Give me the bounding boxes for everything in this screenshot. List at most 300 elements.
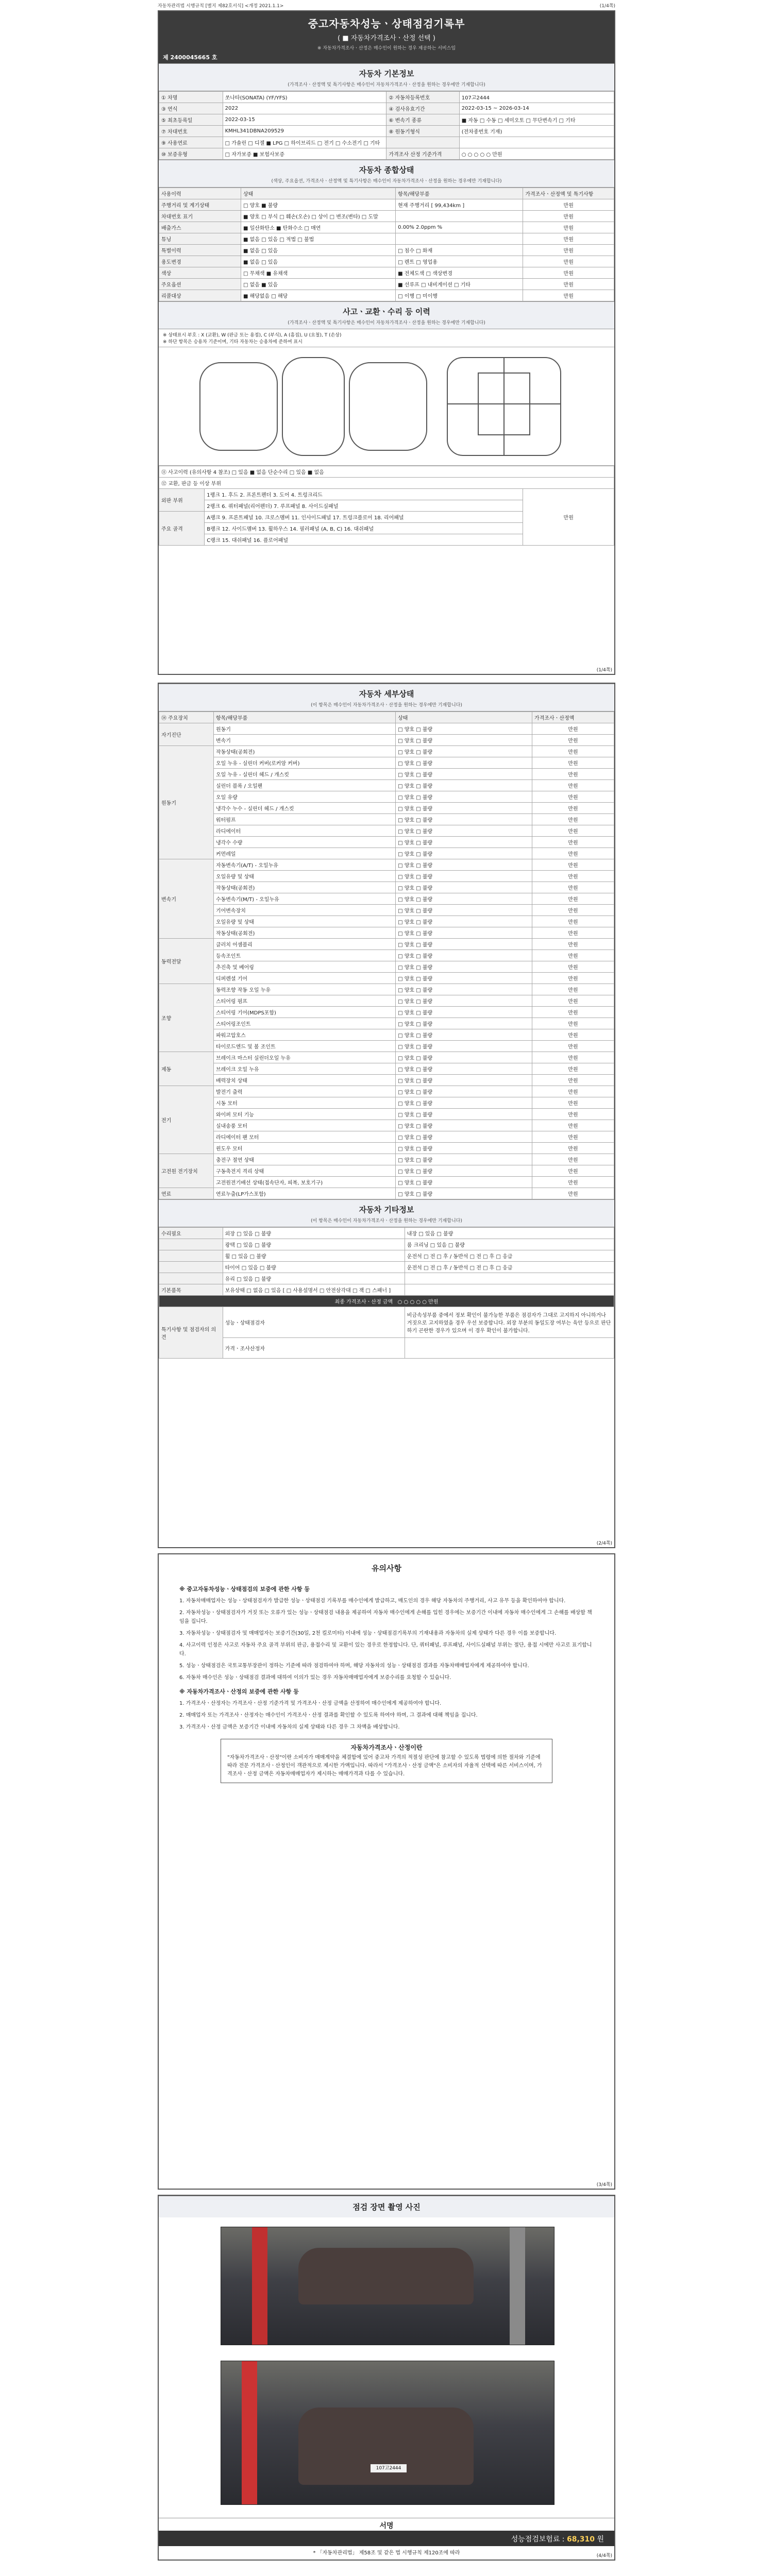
detail-state: □ 양호 □ 불량	[396, 905, 532, 916]
accident-table	[159, 466, 614, 546]
other-key	[159, 1250, 223, 1262]
detail-group: 조향	[159, 984, 214, 1052]
summary-item: 리콜대상	[159, 290, 241, 301]
basic-key-2: ⑥ 변속기 종류	[386, 114, 459, 126]
detail-state: □ 양호 □ 불량	[396, 882, 532, 893]
summary-price: 만원	[523, 279, 614, 290]
accident-legend-2: ※ 하단 항목은 승용차 기준이며, 기타 자동차는 승용차에 준하여 표시	[163, 340, 303, 345]
detail-item: 클러치 어셈블리	[213, 939, 395, 950]
detail-item: 오일 누유 - 실린더 헤드 / 개스킷	[213, 769, 395, 780]
basic-key: ⑨ 사용연료	[159, 137, 223, 148]
other-value-a: 유리 □ 있음 □ 불량	[223, 1273, 405, 1284]
detail-row	[159, 791, 614, 803]
basic-value-2: ■ 자동 □ 수동 □ 세미오토 □ 무단변속기 □ 기타	[459, 114, 614, 126]
detail-item: 커먼레일	[213, 848, 395, 859]
detail-row	[159, 916, 614, 927]
detail-row	[159, 859, 614, 871]
detail-price: 만원	[532, 893, 614, 905]
photos-title: 점검 장면 촬영 사진	[159, 2196, 614, 2217]
license-plate: 107고2444	[371, 2464, 407, 2472]
detail-row	[159, 871, 614, 882]
detail-price: 만원	[532, 1041, 614, 1052]
car-underside	[298, 2248, 474, 2304]
summary-state: ■ 없음 □ 있음	[241, 245, 395, 256]
detail-item: 연료누출(LP가스포함)	[213, 1188, 395, 1199]
basic-row	[159, 103, 614, 114]
detail-item: 오일 누유 - 실린더 커버(로커암 커버)	[213, 757, 395, 769]
detail-item: 고전원전기배선 상태(접속단자, 피복, 보호기구)	[213, 1177, 395, 1188]
final-price-row	[159, 1296, 614, 1307]
detail-section-title: 자동차 세부상태	[159, 684, 614, 700]
detail-row	[159, 950, 614, 961]
other-row	[159, 1250, 614, 1262]
fee-unit: 원	[597, 2535, 604, 2544]
detail-row	[159, 961, 614, 973]
note-sub-inspector: 성능ㆍ상태점검자	[223, 1307, 405, 1338]
detail-state: □ 양호 □ 불량	[396, 950, 532, 961]
detail-item: 수동변속기(M/T) - 오일누유	[213, 893, 395, 905]
note-text: 비금속성부품 중에서 정보 확인이 불가능한 부품은 점검자가 그대로 고지하지 아니하거나 거짓으로 고지하였을 경우 우선 보증합니다. 외장 부분의 동일도장 여부는 육안 등으로 판단하기 곤란한 경우가 있으며 이 경우 확인이 불가합니다.	[405, 1307, 614, 1338]
detail-row	[159, 1120, 614, 1131]
detail-row	[159, 1029, 614, 1041]
summary-section-sub: (색상, 주요옵션, 가격조사ㆍ산정액 및 특기사항은 매수인이 자동차가격조사ㆍ산정을 원하는 경우에만 기재합니다)	[159, 176, 614, 188]
detail-state: □ 양호 □ 불량	[396, 780, 532, 791]
detail-state: □ 양호 □ 불량	[396, 1063, 532, 1075]
other-value-b	[405, 1284, 614, 1296]
detail-state: □ 양호 □ 불량	[396, 1007, 532, 1018]
summary-state: ■ 없음 □ 있음	[241, 256, 395, 267]
sheet-detail	[158, 683, 615, 1548]
detail-price: 만원	[532, 1086, 614, 1097]
detail-state: □ 양호 □ 불량	[396, 769, 532, 780]
other-value-b: 운전석 □ 전 □ 후 / 동반석 □ 전 □ 후 □ 응급	[405, 1262, 614, 1273]
detail-group: 원동기	[159, 746, 214, 859]
detail-row	[159, 984, 614, 995]
detail-item: 작동상태(공회전)	[213, 746, 395, 757]
summary-detail: □ 침수 □ 화재	[396, 245, 523, 256]
detail-price: 만원	[532, 995, 614, 1007]
summary-item: 주행거리 및 계기상태	[159, 199, 241, 211]
notice-paragraph: 2. 매매업자 또는 가격조사ㆍ산정자는 매수인이 가격조사ㆍ산정 결과를 확인할 수 있도록 하여야 하며, 그 결과에 대해 책임을 집니다.	[179, 1713, 478, 1718]
page-number-3: (3/4쪽)	[596, 2182, 612, 2188]
summary-head-price: 가격조사ㆍ산정액 및 특기사항	[523, 188, 614, 199]
detail-state: □ 양호 □ 불량	[396, 1177, 532, 1188]
form-subtitle: ( ■ 자동차가격조사ㆍ산정 선택 )	[338, 35, 435, 42]
other-key: 기본품목	[159, 1284, 223, 1296]
note-appraiser-text	[405, 1338, 614, 1359]
summary-price: 만원	[523, 256, 614, 267]
detail-price: 만원	[532, 871, 614, 882]
detail-item: 윈도우 모터	[213, 1143, 395, 1154]
detail-price: 만원	[532, 746, 614, 757]
detail-price: 만원	[532, 1052, 614, 1063]
basic-value: 2022	[223, 103, 386, 114]
detail-row	[159, 769, 614, 780]
basic-value-2	[459, 137, 614, 148]
detail-item: 타이로드엔드 및 볼 조인트	[213, 1041, 395, 1052]
summary-row	[159, 233, 614, 245]
detail-price: 만원	[532, 837, 614, 848]
summary-state: □ 무채색 ■ 유채색	[241, 267, 395, 279]
fee-value: 68,310	[566, 2535, 595, 2544]
detail-row	[159, 1143, 614, 1154]
form-number: 제 2400045665 호	[163, 54, 217, 61]
detail-price: 만원	[532, 1007, 614, 1018]
detail-price: 만원	[532, 791, 614, 803]
detail-price: 만원	[532, 848, 614, 859]
basic-value: KMHL341DBNA209529	[223, 126, 386, 137]
detail-row	[159, 1018, 614, 1029]
detail-row	[159, 927, 614, 939]
other-key: 수리필요	[159, 1228, 223, 1239]
detail-row	[159, 1109, 614, 1120]
detail-state: □ 양호 □ 불량	[396, 973, 532, 984]
basic-key: ③ 연식	[159, 103, 223, 114]
detail-item: 스티어링 기어(MDPS포함)	[213, 1007, 395, 1018]
detail-item: 작동상태(공회전)	[213, 927, 395, 939]
detail-state: □ 양호 □ 불량	[396, 939, 532, 950]
other-row	[159, 1228, 614, 1239]
basic-table	[159, 91, 614, 160]
detail-state: □ 양호 □ 불량	[396, 1154, 532, 1165]
detail-state: □ 양호 □ 불량	[396, 746, 532, 757]
detail-state: □ 양호 □ 불량	[396, 916, 532, 927]
detail-price: 만원	[532, 882, 614, 893]
detail-row	[159, 1052, 614, 1063]
other-value-a: 광택 □ 있음 □ 불량	[223, 1239, 405, 1250]
detail-row	[159, 1041, 614, 1052]
detail-item: 와이퍼 모터 기능	[213, 1109, 395, 1120]
detail-item: 워터펌프	[213, 814, 395, 825]
detail-row	[159, 973, 614, 984]
inspection-photo-1	[221, 2227, 554, 2345]
detail-row	[159, 803, 614, 814]
basic-value-2: 2022-03-15 ~ 2026-03-14	[459, 103, 614, 114]
summary-price: 만원	[523, 222, 614, 233]
detail-row	[159, 1007, 614, 1018]
accident-row-1: ⑪ 사고이력 (유의사항 4 참조) □ 있음 ■ 없음 단순수리 □ 있음 ■ 없음	[159, 466, 614, 478]
detail-item: 원동기	[213, 723, 395, 735]
lift-post	[510, 2227, 525, 2345]
detail-item: 오일 유량	[213, 791, 395, 803]
outer-label: 외판 부위	[159, 489, 205, 512]
summary-head-detail: 항목/해당부품	[396, 188, 523, 199]
detail-item: 작동상태(공회전)	[213, 882, 395, 893]
detail-item: 충전구 절연 상태	[213, 1154, 395, 1165]
detail-state: □ 양호 □ 불량	[396, 927, 532, 939]
detail-state: □ 양호 □ 불량	[396, 1143, 532, 1154]
detail-state: □ 양호 □ 불량	[396, 1188, 532, 1199]
detail-item: 자동변속기(A/T) - 오일누유	[213, 859, 395, 871]
detail-head-device: ⑭ 주요장치	[159, 712, 214, 723]
accident-row-2: ⑫ 교환, 판금 등 이상 부위	[159, 478, 614, 489]
detail-item: 추진축 및 베어링	[213, 961, 395, 973]
detail-state: □ 양호 □ 불량	[396, 1075, 532, 1086]
other-value-b	[405, 1273, 614, 1284]
inspection-photo-2	[221, 2361, 554, 2505]
detail-state: □ 양호 □ 불량	[396, 1165, 532, 1177]
detail-state: □ 양호 □ 불량	[396, 961, 532, 973]
summary-item: 차대번호 표기	[159, 211, 241, 222]
other-key	[159, 1262, 223, 1273]
detail-item: 파워고압호스	[213, 1029, 395, 1041]
detail-item: 배력장치 상태	[213, 1075, 395, 1086]
detail-group: 제동	[159, 1052, 214, 1086]
accident-legend-1: ※ 상태표시 부호 : X (교환), W (판금 또는 용접), C (부식), A (흠집), U (요철), T (손상)	[163, 333, 342, 338]
detail-row	[159, 995, 614, 1007]
basic-key-2: ④ 검사유효기간	[386, 103, 459, 114]
detail-group: 전기	[159, 1086, 214, 1154]
detail-row	[159, 735, 614, 746]
detail-row	[159, 1188, 614, 1199]
summary-detail: ■ 선루프 □ 내비게이션 □ 기타	[396, 279, 523, 290]
summary-row	[159, 267, 614, 279]
summary-table	[159, 188, 614, 301]
basic-row	[159, 92, 614, 103]
detail-item: 오일유량 및 상태	[213, 871, 395, 882]
other-row	[159, 1284, 614, 1296]
summary-state: □ 없음 ■ 있음	[241, 279, 395, 290]
detail-state: □ 양호 □ 불량	[396, 1086, 532, 1097]
notice-paragraph: 1. 가격조사ㆍ산정자는 가격조사ㆍ산정 기준가격 및 가격조사ㆍ산정 금액을 산정하여 매수인에게 제공하여야 합니다.	[179, 1701, 442, 1706]
page-number-4: (4/4쪽)	[596, 2553, 612, 2558]
notice-paragraph: 5. 성능ㆍ상태점검은 국토교통부장관이 정하는 기준에 따라 점검하여야 하며, 해당 자동차의 성능ㆍ상태점검 결과를 자동차매매업자에게 제공하여야 합니다.	[179, 1663, 529, 1669]
detail-item: 디퍼렌셜 기어	[213, 973, 395, 984]
car-outline-right	[349, 363, 427, 450]
basic-key: ⑦ 차대번호	[159, 126, 223, 137]
detail-row	[159, 757, 614, 769]
detail-price: 만원	[532, 1075, 614, 1086]
detail-section-sub: (이 항목은 매수인이 자동차가격조사ㆍ산정을 원하는 경우에만 기재합니다)	[159, 700, 614, 711]
summary-detail: □ 렌트 □ 영업용	[396, 256, 523, 267]
summary-price: 만원	[523, 233, 614, 245]
detail-price: 만원	[532, 1143, 614, 1154]
detail-row	[159, 893, 614, 905]
car-outline-left	[200, 363, 277, 450]
detail-row	[159, 848, 614, 859]
detail-state: □ 양호 □ 불량	[396, 1097, 532, 1109]
basic-value-2: 107고2444	[459, 92, 614, 103]
other-row	[159, 1239, 614, 1250]
detail-item: 시동 모터	[213, 1097, 395, 1109]
notice-paragraph: 6. 자동차 매수인은 성능ㆍ상태점검 결과에 대하여 이의가 있는 경우 자동차매매업자에게 보증수리를 요청할 수 있습니다.	[179, 1675, 451, 1681]
summary-head-item: 사용이력	[159, 188, 241, 199]
detail-price: 만원	[532, 927, 614, 939]
detail-item: 변속기	[213, 735, 395, 746]
detail-state: □ 양호 □ 불량	[396, 803, 532, 814]
other-value-a: 보유상태 □ 없음 □ 있음 [ □ 사용설명서 □ 안전삼각대 □ 잭 □ 스패너 ]	[223, 1284, 405, 1296]
fee-label: 성능점검보험료 :	[511, 2535, 565, 2544]
detail-state: □ 양호 □ 불량	[396, 1131, 532, 1143]
detail-item: 스티어링조인트	[213, 1018, 395, 1029]
summary-row	[159, 211, 614, 222]
other-value-a: 타이어 □ 있음 □ 불량	[223, 1262, 405, 1273]
detail-group: 고전원 전기장치	[159, 1154, 214, 1188]
sheet-photos	[158, 2195, 615, 2561]
form-reference: 자동차관리법 시행규칙 [별지 제82호서식] <개정 2021.1.1>	[158, 4, 284, 9]
lift-post	[242, 2361, 257, 2505]
detail-row	[159, 1177, 614, 1188]
detail-row	[159, 814, 614, 825]
notice-paragraph: 1. 자동차매매업자는 성능ㆍ상태점검자가 발급한 성능ㆍ상태점검 기록부를 매수인에게 발급하고, 매도인의 경우 해당 자동차의 주행거리, 사고 유무 등을 확인하여야 합니다.	[179, 1598, 566, 1604]
detail-row	[159, 1131, 614, 1143]
car-rear	[298, 2408, 474, 2485]
detail-price: 만원	[532, 769, 614, 780]
detail-state: □ 양호 □ 불량	[396, 871, 532, 882]
other-section-sub: (이 항목은 매수인이 자동차가격조사ㆍ산정을 원하는 경우에만 기재합니다)	[159, 1216, 614, 1227]
form-note: ※ 자동차가격조사ㆍ산정은 매수인이 원하는 경우 제공하는 서비스임	[317, 46, 456, 51]
car-diagram-svg	[159, 347, 614, 466]
detail-price: 만원	[532, 1120, 614, 1131]
basic-section-title: 자동차 기본정보	[159, 63, 614, 80]
detail-price: 만원	[532, 780, 614, 791]
summary-detail: 현재 주행거리 [ 99,434km ]	[396, 199, 523, 211]
lift-post	[252, 2227, 267, 2345]
accident-section-title: 사고ㆍ교환ㆍ수리 등 이력	[159, 301, 614, 318]
detail-price: 만원	[532, 973, 614, 984]
car-outline-top	[282, 358, 344, 455]
form-title: 중고자동차성능ㆍ상태점검기록부	[308, 18, 465, 30]
detail-state: □ 양호 □ 불량	[396, 1018, 532, 1029]
detail-price: 만원	[532, 1177, 614, 1188]
detail-head-state: 상태	[396, 712, 532, 723]
detail-item: 냉각수 수량	[213, 837, 395, 848]
detail-head-item: 항목/해당부품	[213, 712, 395, 723]
detail-state: □ 양호 □ 불량	[396, 723, 532, 735]
detail-row	[159, 1097, 614, 1109]
notice-paragraph: 3. 자동차성능ㆍ상태점검자 및 매매업자는 보증기간(30일, 2천 킬로미터) 이내에 성능ㆍ상태점검기록부의 기재내용과 자동차의 실제 상태가 다른 경우 이를 보증합니다.	[179, 1631, 557, 1636]
detail-state: □ 양호 □ 불량	[396, 791, 532, 803]
rank-b: B랭크 12. 사이드멤버 13. 휠하우스 14. 필러패널 (A, B, C) 16. 대쉬패널	[205, 523, 523, 534]
basic-value: □ 자가보증 ■ 보험사보증	[223, 148, 386, 160]
detail-price: 만원	[532, 1029, 614, 1041]
detail-price: 만원	[532, 1097, 614, 1109]
detail-row	[159, 837, 614, 848]
frame-label: 주요 골격	[159, 512, 205, 546]
detail-state: □ 양호 □ 불량	[396, 825, 532, 837]
notice-heading-1: ※ 중고자동차성능ㆍ상태점검의 보증에 관한 사항 등	[179, 1586, 310, 1592]
summary-row	[159, 199, 614, 211]
detail-price: 만원	[532, 916, 614, 927]
detail-item: 실내송풍 모터	[213, 1120, 395, 1131]
summary-state: □ 양호 ■ 불량	[241, 199, 395, 211]
detail-row	[159, 780, 614, 791]
summary-price: 만원	[523, 211, 614, 222]
detail-price: 만원	[532, 735, 614, 746]
summary-row	[159, 279, 614, 290]
detail-item: 실린더 블록 / 오일팬	[213, 780, 395, 791]
final-price-title: 최종 가격조사ㆍ산정 금액	[334, 1299, 393, 1305]
detail-price: 만원	[532, 1165, 614, 1177]
summary-detail: ■ 전체도색 □ 색상변경	[396, 267, 523, 279]
basic-value-2: ○ ○ ○ ○ ○ 만원	[459, 148, 614, 160]
notice-paragraph: 4. 사고이력 인정은 사고로 자동차 주요 골격 부위의 판금, 용접수리 및 교환이 있는 경우로 한정합니다. 단, 쿼터패널, 루프패널, 사이드실패널 부위는 절단, 용접 시에만 사고로 표기합니다.	[179, 1642, 592, 1657]
detail-price: 만원	[532, 814, 614, 825]
detail-state: □ 양호 □ 불량	[396, 837, 532, 848]
detail-item: 발전기 출력	[213, 1086, 395, 1097]
detail-table	[159, 711, 614, 1199]
other-value-a: 외장 □ 있음 □ 불량	[223, 1228, 405, 1239]
detail-price: 만원	[532, 1154, 614, 1165]
rank-1: 1랭크 1. 후드 2. 프론트펜더 3. 도어 4. 트렁크리드	[205, 489, 523, 500]
summary-detail: □ 이행 □ 미이행	[396, 290, 523, 301]
page-number-2: (2/4쪽)	[596, 1541, 612, 1546]
detail-row	[159, 939, 614, 950]
page-number-1: (1/4쪽)	[596, 668, 612, 673]
law-text: "자동차가격조사ㆍ산정"이란 소비자가 매매계약을 체결함에 있어 중고차 가격의 적절성 판단에 참고할 수 있도록 법령에 의한 절차와 기준에 따라 전문 가격조사ㆍ산정인이 객관적으로 제시한 가액입니다. 따라서 "가격조사ㆍ산정 금액"은 소비자의 자율적 선택에 따른 서비스이며, 가격조사ㆍ산정 금액은 자동차매매업자가 제시하는 매매가격과 다를 수 있습니다.	[227, 1755, 542, 1777]
detail-price: 만원	[532, 757, 614, 769]
summary-row	[159, 290, 614, 301]
detail-price: 만원	[532, 939, 614, 950]
accident-legend	[159, 329, 614, 347]
summary-state: ■ 해당없음 □ 해당	[241, 290, 395, 301]
detail-state: □ 양호 □ 불량	[396, 859, 532, 871]
other-key	[159, 1273, 223, 1284]
summary-detail	[396, 211, 523, 222]
detail-state: □ 양호 □ 불량	[396, 848, 532, 859]
detail-row	[159, 882, 614, 893]
basic-key: ① 차명	[159, 92, 223, 103]
basic-section-sub: (가격조사ㆍ산정액 및 특기사항은 매수인이 자동차가격조사ㆍ산정을 원하는 경우에만 기재합니다)	[159, 80, 614, 91]
other-value-b: 룸 크리닝 □ 있음 □ 불량	[405, 1239, 614, 1250]
detail-price: 만원	[532, 825, 614, 837]
basic-key-2	[386, 137, 459, 148]
rank-a: A랭크 9. 프론트패널 10. 크로스멤버 11. 인사이드패널 17. 트렁크플로어 18. 리어패널	[205, 512, 523, 523]
detail-item: 기어변속장치	[213, 905, 395, 916]
detail-state: □ 양호 □ 불량	[396, 1052, 532, 1063]
law-box	[221, 1739, 552, 1783]
detail-item: 라디에이터	[213, 825, 395, 837]
basic-value: 2022-03-15	[223, 114, 386, 126]
detail-item: 브레이크 오일 누유	[213, 1063, 395, 1075]
detail-item: 스티어링 펌프	[213, 995, 395, 1007]
detail-item: 오일유량 및 상태	[213, 916, 395, 927]
summary-price: 만원	[523, 199, 614, 211]
sheet-basic	[158, 10, 615, 675]
notice-paragraph: 3. 가격조사ㆍ산정 금액은 보증기간 이내에 자동차의 실제 상태와 다른 경우 그 차액을 배상합니다.	[179, 1724, 400, 1730]
basic-key-2: 가격조사 산정 기준가격	[386, 148, 459, 160]
detail-price: 만원	[532, 1109, 614, 1120]
summary-item: 특별이력	[159, 245, 241, 256]
detail-row	[159, 1075, 614, 1086]
other-value-a: 휠 □ 있음 □ 불량	[223, 1250, 405, 1262]
insurance-fee-row	[159, 2531, 614, 2546]
rank-c: C랭크 15. 대쉬패널 16. 플로어패널	[205, 534, 523, 546]
footer-note: * 「자동차관리법」 제58조 및 같은 법 시행규칙 제120조에 따라	[313, 2550, 460, 2556]
detail-item: 냉각수 누수 - 실린더 헤드 / 개스킷	[213, 803, 395, 814]
summary-item: 색상	[159, 267, 241, 279]
basic-row	[159, 114, 614, 126]
detail-price: 만원	[532, 1063, 614, 1075]
note-head: 특기사항 및 점검자의 의견	[159, 1307, 223, 1359]
final-price-value: ○ ○ ○ ○ ○ 만원	[397, 1299, 439, 1305]
summary-head-state: 상태	[241, 188, 395, 199]
summary-price: 만원	[523, 290, 614, 301]
detail-state: □ 양호 □ 불량	[396, 995, 532, 1007]
detail-state: □ 양호 □ 불량	[396, 1120, 532, 1131]
detail-row	[159, 905, 614, 916]
detail-state: □ 양호 □ 불량	[396, 984, 532, 995]
summary-price: 만원	[523, 267, 614, 279]
detail-price: 만원	[532, 803, 614, 814]
summary-section-title: 자동차 종합상태	[159, 160, 614, 176]
detail-state: □ 양호 □ 불량	[396, 1029, 532, 1041]
detail-row	[159, 1086, 614, 1097]
detail-price: 만원	[532, 905, 614, 916]
basic-key: ⑩ 보증유형	[159, 148, 223, 160]
detail-price: 만원	[532, 1018, 614, 1029]
summary-item: 배출가스	[159, 222, 241, 233]
